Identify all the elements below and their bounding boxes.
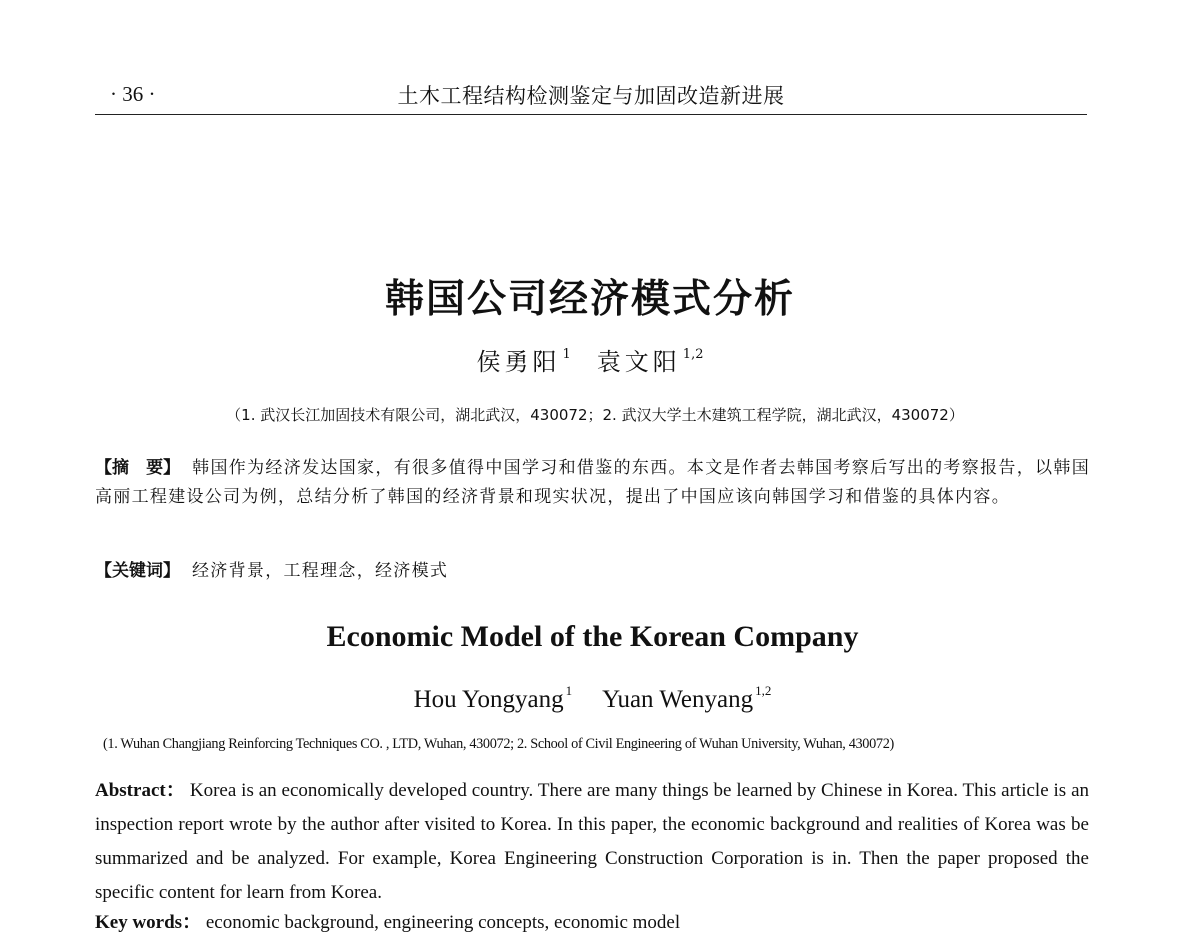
english-abstract-label: Abstract： (95, 780, 185, 801)
running-header (95, 78, 1087, 115)
author-name: 袁文阳 (596, 348, 681, 376)
journal-title: 土木工程结构检测鉴定与加固改造新进展 (397, 84, 785, 108)
author-affiliation-mark: 1 (565, 683, 573, 698)
english-affiliation: (1. Wuhan Changjiang Reinforcing Techniques CO. , LTD, Wuhan, 430072; 2. School of Civil Engineering of Wuhan University, Wuhan, 430072) (103, 736, 894, 752)
english-abstract-text: Korea is an economically developed country. There are many things be learned by Chinese in Korea. This article is an inspection report wrote by the author after visited to Korea. In this paper, the economic background and realities of Korea was be summarized and be analyzed. For example, Korea Engineering Construction Corporation is in. Then the paper proposed the specific content for learn from Korea. (95, 780, 1090, 903)
english-keywords (95, 907, 680, 934)
page-number: · 36 · (110, 82, 156, 106)
author-name: Yuan Wenyang (602, 686, 754, 713)
english-keywords-text: economic background, engineering concepts, economic model (205, 912, 681, 933)
author-affiliation-mark: 1,2 (755, 683, 772, 698)
author-affiliation-mark: 1 (562, 347, 571, 362)
chinese-abstract-label: 【摘 要】 (95, 458, 181, 478)
chinese-abstract (95, 454, 1090, 512)
chinese-keywords (95, 556, 448, 581)
chinese-affiliation: （1. 武汉长江加固技术有限公司，湖北武汉，430072；2. 武汉大学土木建筑工程学院，湖北武汉，430072） (226, 406, 964, 424)
author-name: Hou Yongyang (413, 686, 564, 713)
author-name: 侯勇阳 (476, 348, 561, 376)
chinese-title: 韩国公司经济模式分析 (384, 276, 795, 322)
english-title: Economic Model of the Korean Company (326, 620, 859, 653)
chinese-keywords-label: 【关键词】 (95, 561, 180, 581)
english-abstract (95, 774, 1089, 910)
english-authors (0, 683, 1185, 714)
author-affiliation-mark: 1,2 (682, 347, 704, 362)
chinese-abstract-text: 韩国作为经济发达国家，有很多值得中国学习和借鉴的东西。本文是作者去韩国考察后写出的考察报告，以韩国高丽工程建设公司为例，总结分析了韩国的经济背景和现实状况，提出了中国应该向韩国学习和借鉴的具体内容。 (95, 458, 1090, 507)
english-keywords-label: Key words： (95, 912, 202, 933)
chinese-authors (0, 342, 1180, 377)
chinese-keywords-text: 经济背景，工程理念，经济模式 (192, 561, 449, 581)
